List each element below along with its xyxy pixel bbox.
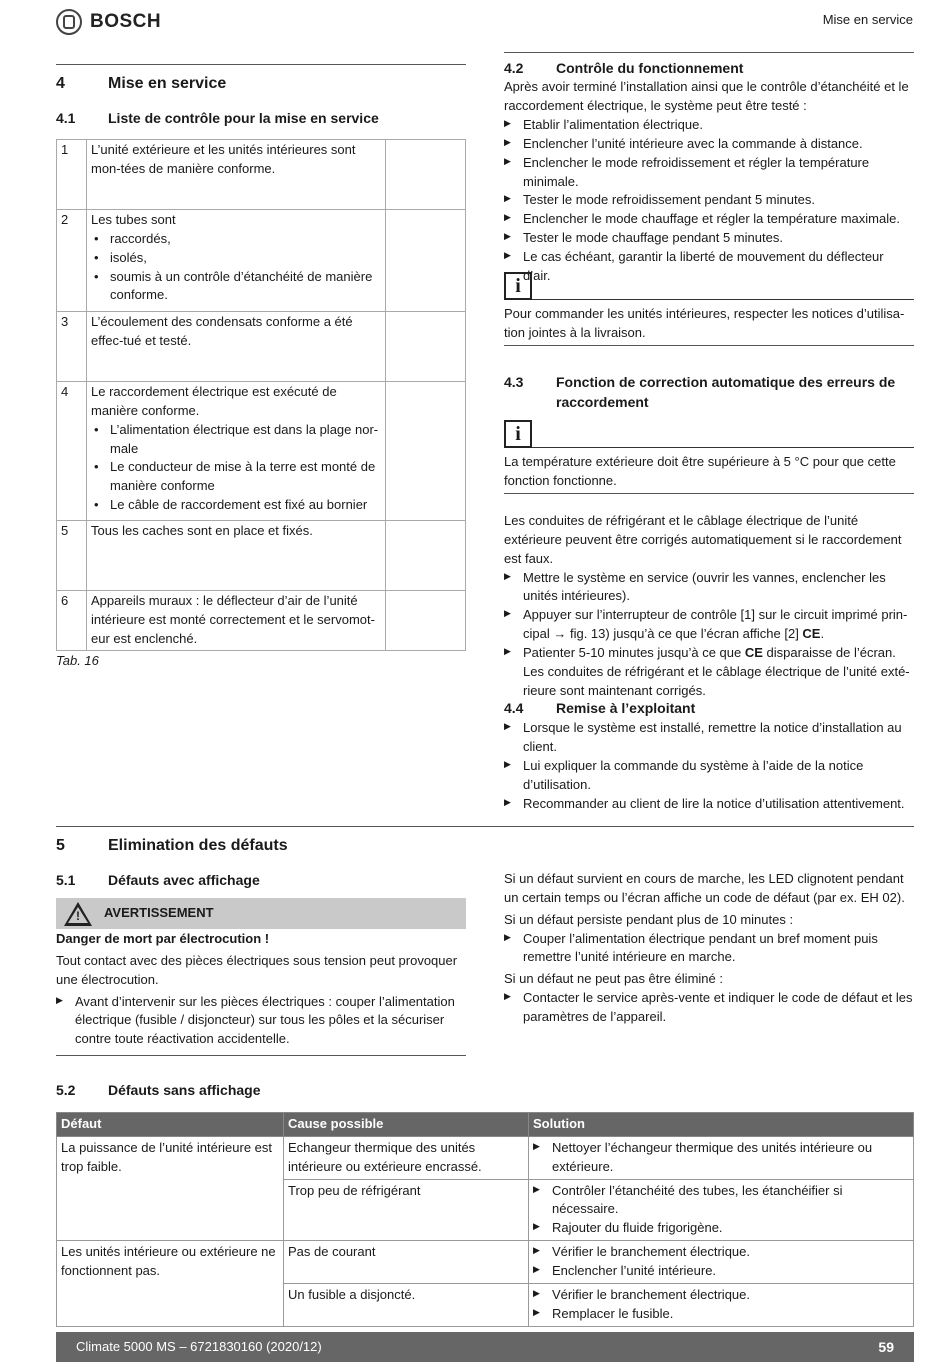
list-item: ▶ Mettre le système en service (ouvrir les vannes, enclencher les unités intérieures). (504, 569, 914, 607)
list-item: ▶ Appuyer sur l’interrupteur de contrôle [1] sur le circuit imprimé prin-cipal → fig. 13) jusqu’à ce que l’écran affiche [2] CE. (504, 606, 914, 644)
section-5-2-heading: 5.2 Défauts sans affichage (56, 1082, 261, 1098)
list-item: ▶ Enclencher le mode chauffage et régler la température maximale. (504, 210, 914, 229)
section-4-2-heading: 4.2 Contrôle du fonctionnement (504, 60, 744, 76)
table-row: 3 L’écoulement des condensats conforme a été effec-tué et testé. (57, 312, 466, 382)
list-item: ▶ Contacter le service après-vente et indiquer le code de défaut et les paramètres de l’appareil. (504, 989, 914, 1027)
divider (504, 345, 914, 346)
paragraph: Si un défaut survient en cours de marche, les LED clignotent pendant un certain temps ou l’écran affiche un code de défaut (par ex. EH 02). (504, 871, 905, 905)
section-4-3-heading: 4.3 Fonction de correction automatique des erreurs de raccordement (504, 374, 896, 411)
table-row: 2 Les tubes sont • raccordés, • isolés, • soumis à un contrôle d’étanchéité de manière conforme. (57, 210, 466, 312)
section-4-4 (504, 698, 914, 814)
table-caption: Tab. 16 (56, 653, 99, 668)
warning-bar (56, 898, 466, 929)
divider (56, 1055, 466, 1056)
table-header-row (57, 1113, 914, 1137)
paragraph: Si un défaut ne peut pas être éliminé : (504, 971, 723, 987)
list-item: ▶ Tester le mode refroidissement pendant 5 minutes. (504, 191, 914, 210)
section-4-4-heading: 4.4 Remise à l’exploitant (504, 700, 696, 716)
divider (56, 826, 914, 827)
warning-icon: ! (64, 902, 92, 926)
info-text: Pour commander les unités intérieures, respecter les notices d’utilisa-tion jointes à la livraison. (504, 306, 905, 340)
paragraph: Tout contact avec des pièces électriques sous tension peut provoquer une électrocution. (56, 952, 458, 987)
table-row: Les unités intérieure ou extérieure ne fonctionnent pas. Pas de courant ▶ Vérifier le branchement électrique. ▶ Enclencher l’unité intérieure. (57, 1241, 914, 1284)
column-header: Cause possible (284, 1113, 529, 1137)
section-5-heading: 5 Elimination des défauts (56, 837, 288, 854)
list-item: ▶ Lorsque le système est installé, remettre la notice d’installation au client. (504, 719, 914, 757)
table-row: 5 Tous les caches sont en place et fixés. (57, 521, 466, 591)
section-5-1-right (504, 870, 914, 1027)
info-text: La température extérieure doit être supérieure à 5 °C pour que cette fonction fonctionne. (504, 454, 896, 488)
table-row: La puissance de l’unité intérieure est trop faible. Echangeur thermique des unités intérieure ou extérieure encrassé. ▶ Nettoyer l’échangeur thermique des unités intérieure ou extérieure. (57, 1136, 914, 1179)
section-4-3-body (504, 512, 914, 700)
checklist-table (56, 139, 466, 651)
warning-body (56, 930, 466, 1049)
list-item: ▶ Le cas échéant, garantir la liberté de mouvement du déflecteur d’air. (504, 248, 914, 286)
divider (56, 64, 466, 65)
list-item: ▶ Tester le mode chauffage pendant 5 minutes. (504, 229, 914, 248)
info-box (504, 272, 914, 300)
section-5-1-heading: 5.1 Défauts avec affichage (56, 872, 260, 888)
list-item: ▶ Etablir l’alimentation électrique. (504, 116, 914, 135)
list-item: ▶ Enclencher l’unité intérieure avec la commande à distance. (504, 135, 914, 154)
paragraph: Après avoir terminé l’installation ainsi que le contrôle d’étanchéité et le raccordement électrique, le système peut être testé : (504, 79, 909, 114)
divider (504, 493, 914, 494)
document-reference: Climate 5000 MS – 6721830160 (2020/12) (76, 1338, 322, 1354)
info-icon: i (504, 420, 532, 448)
table-row: Trop peu de réfrigérant ▶ Contrôler l’étanchéité des tubes, les étanchéifier si nécessaire. ▶ Rajouter du fluide frigorigène. (57, 1179, 914, 1241)
brand-name: BOSCH (90, 11, 162, 32)
list-item: ▶ Recommander au client de lire la notice d’utilisation attentivement. (504, 795, 914, 814)
table-row: 1 L’unité extérieure et les unités intérieures sont mon-tées de manière conforme. (57, 140, 466, 210)
header-section-title: Mise en service (822, 12, 913, 27)
bosch-logo (56, 8, 161, 36)
list-item: ▶ Lui expliquer la commande du système à l’aide de la notice d’utilisation. (504, 757, 914, 795)
list-item: ▶ Enclencher le mode refroidissement et régler la température minimale. (504, 154, 914, 192)
table-row: 6 Appareils muraux : le déflecteur d’air de l’unité intérieure est monté correctement et le servomot-eur est enclenché. (57, 591, 466, 651)
table-row: 4 Le raccordement électrique est exécuté de manière conforme. • L’alimentation électrique est dans la plage nor-male • Le conducteur de mise à la terre est monté de manière conforme • Le câble de raccordement est fixé au bornier (57, 382, 466, 521)
paragraph: Les conduites de réfrigérant et le câblage électrique de l’unité extérieure peuvent être corrigés automatiquement si le raccordement est faux. (504, 513, 902, 566)
paragraph: Si un défaut persiste pendant plus de 10 minutes : (504, 911, 794, 927)
list-item: ▶ Patienter 5-10 minutes jusqu’à ce que CE disparaisse de l’écran. Les conduites de réfrigérant et le câblage électrique de l’unité exté-rieure sont maintenant corrigés. (504, 644, 914, 701)
info-box (504, 420, 914, 448)
step-list (504, 116, 914, 286)
table-row: Un fusible a disjoncté. ▶ Vérifier le branchement électrique. ▶ Remplacer le fusible. (57, 1284, 914, 1327)
list-item: ▶ Avant d’intervenir sur les pièces électriques : couper l’alimentation électrique (fusible / disjoncteur) sur tous les pôles et la sécuriser contre toute réactivation accidentelle. (56, 993, 466, 1050)
bosch-armature-icon (56, 9, 82, 35)
section-4-2 (504, 58, 914, 286)
info-icon: i (504, 272, 532, 300)
faults-table (56, 1112, 914, 1327)
section-4-1-heading: 4.1 Liste de contrôle pour la mise en service (56, 110, 379, 126)
page-number: 59 (878, 1338, 894, 1355)
divider (504, 52, 914, 53)
danger-title: Danger de mort par électrocution ! (56, 931, 270, 946)
column-header: Solution (529, 1113, 914, 1137)
column-header: Défaut (57, 1113, 284, 1137)
section-4-heading: 4 Mise en service (56, 75, 227, 92)
list-item: ▶ Couper l’alimentation électrique pendant un bref moment puis remettre l’unité intérieure en marche. (504, 930, 914, 968)
warning-label: AVERTISSEMENT (104, 905, 214, 921)
page-footer (56, 1332, 914, 1362)
